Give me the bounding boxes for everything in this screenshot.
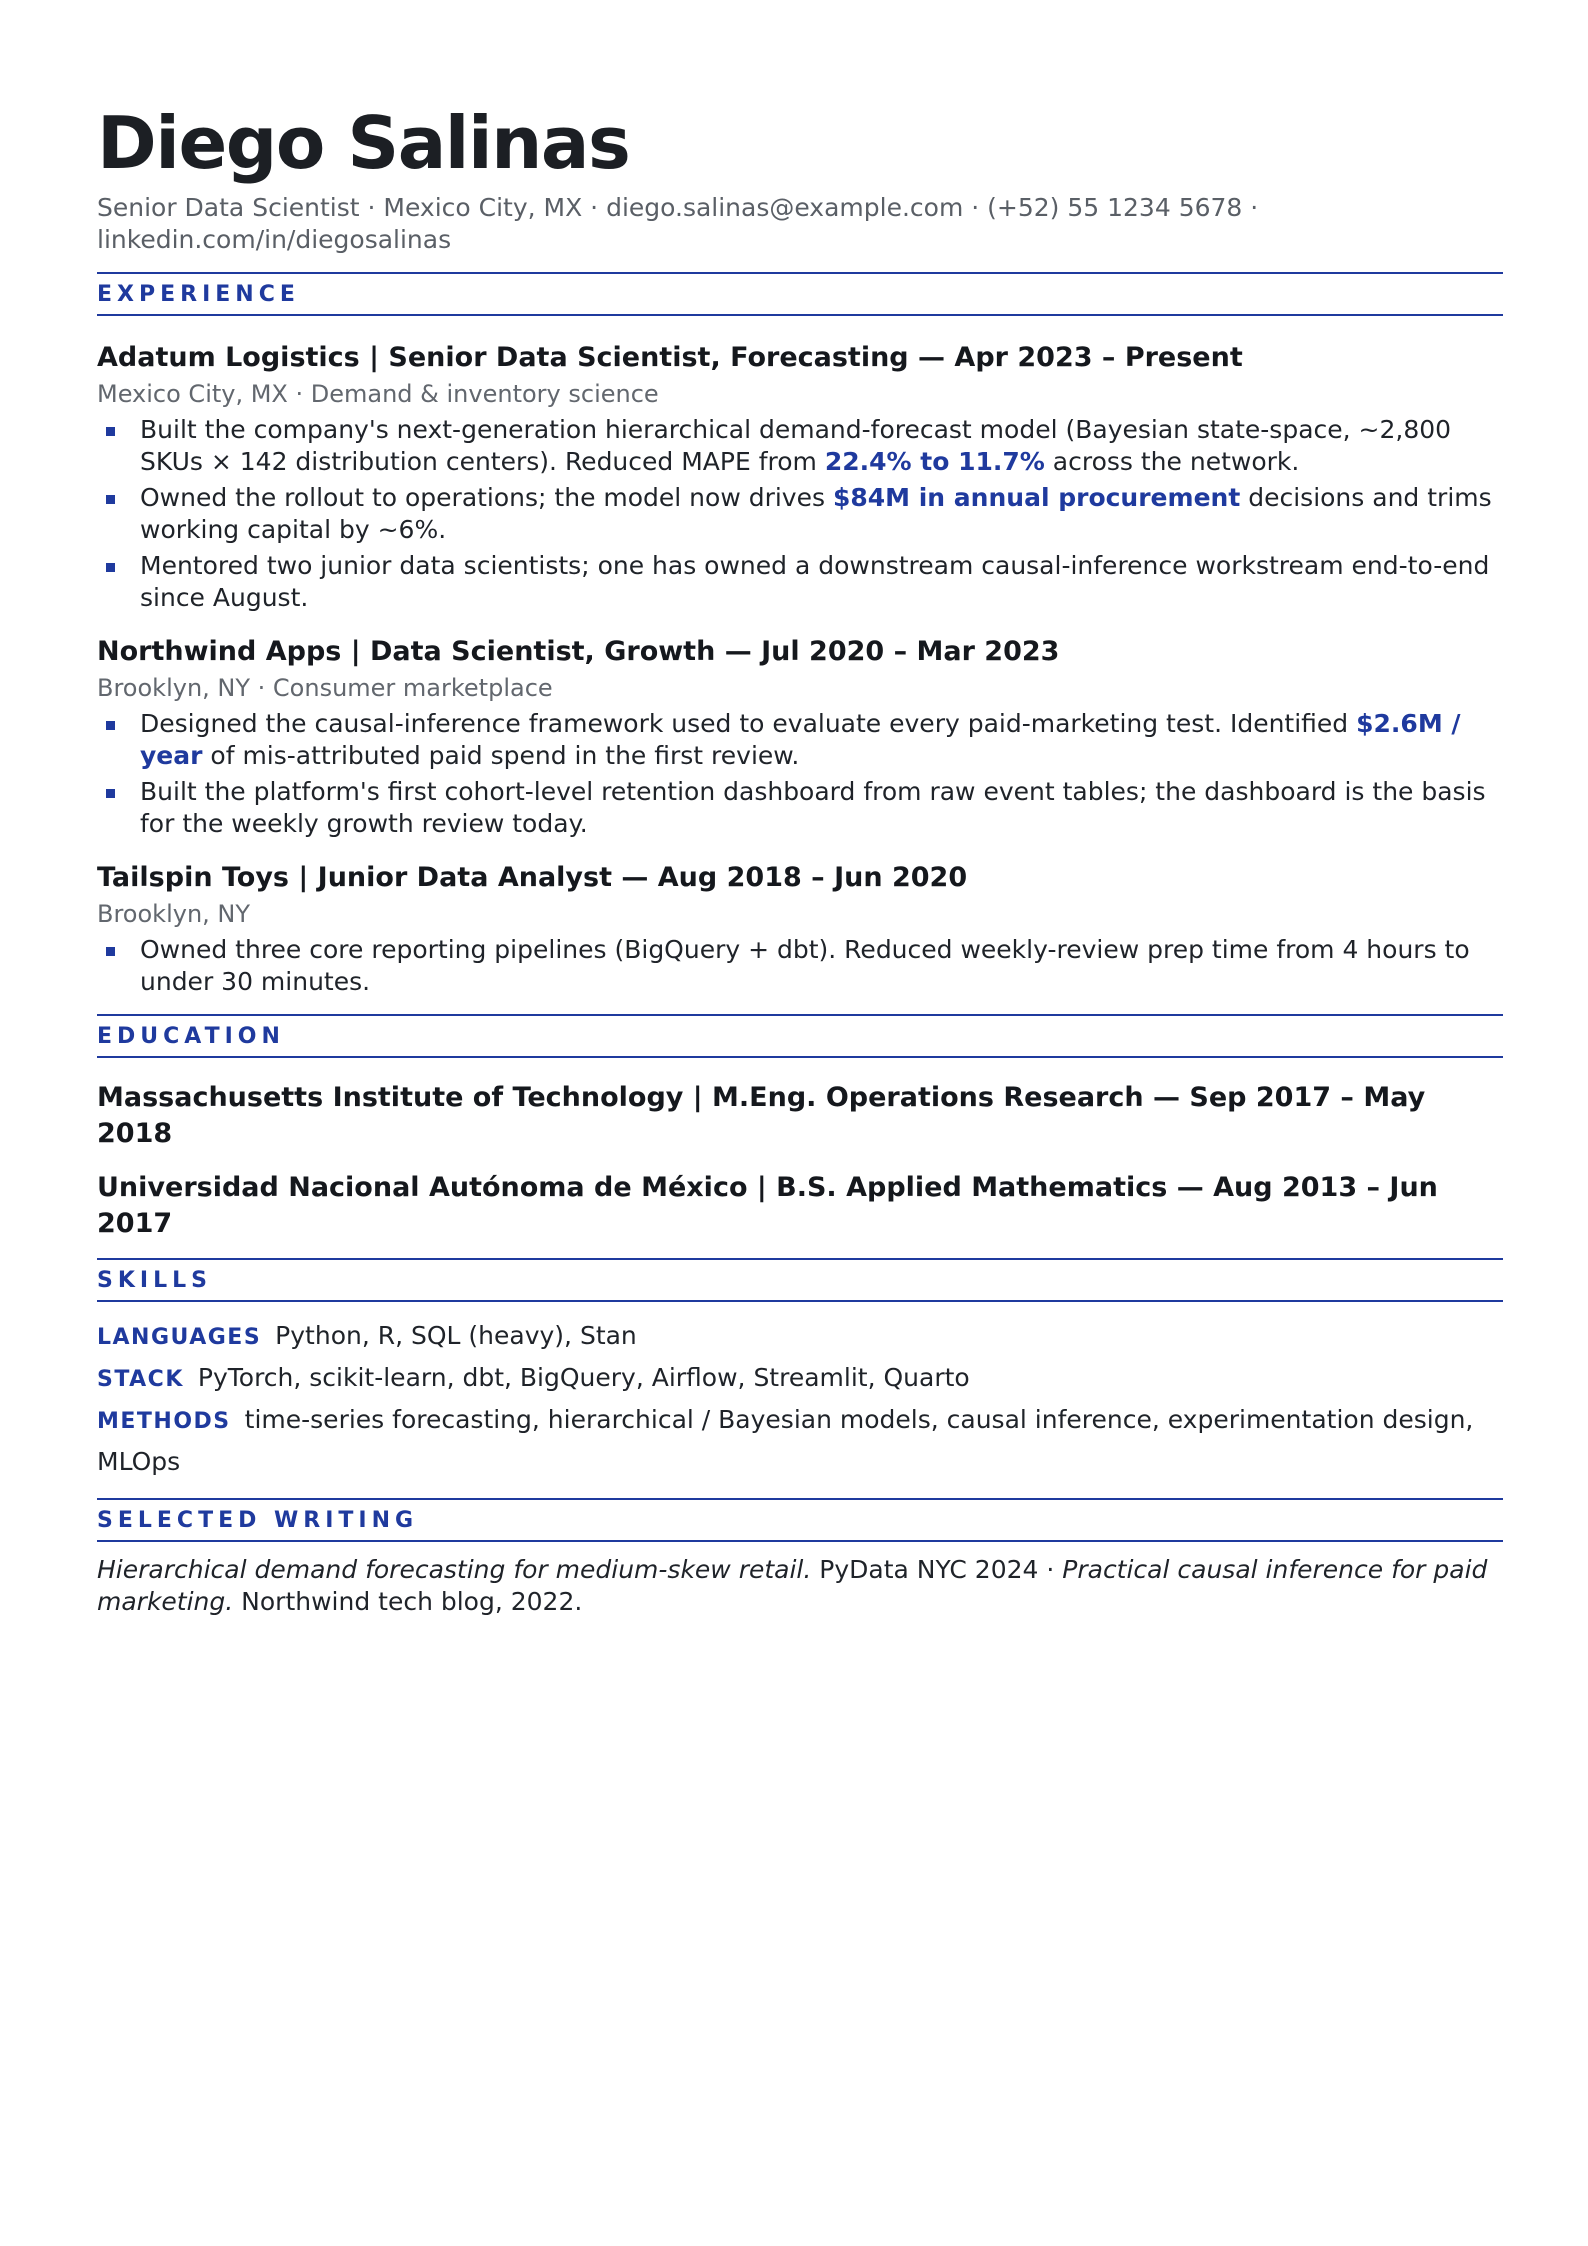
skill-value: time-series forecasting, hierarchical / Bayesian models, causal inference, experimentation design, MLOps bbox=[97, 1405, 1474, 1476]
skill-label: METHODS bbox=[97, 1409, 231, 1434]
job-title: Adatum Logistics | Senior Data Scientist, Forecasting — Apr 2023 – Present bbox=[97, 342, 1243, 373]
skills-section-header bbox=[97, 1258, 1503, 1302]
job-bullets bbox=[97, 414, 1503, 614]
skills-list bbox=[97, 1316, 1503, 1482]
bullet-item bbox=[97, 776, 1503, 840]
writing-title: Practical causal inference for paid marketing. bbox=[97, 1555, 1488, 1616]
contact-line-2: linkedin.com/in/diegosalinas bbox=[97, 225, 452, 254]
experience-heading: EXPERIENCE bbox=[97, 281, 300, 307]
job-subtitle: Mexico City, MX · Demand & inventory science bbox=[97, 380, 659, 408]
job-entry bbox=[97, 860, 1503, 998]
skills-heading: SKILLS bbox=[97, 1267, 212, 1293]
bullet-highlight: $84M in annual procurement bbox=[832, 483, 1241, 512]
skill-row bbox=[97, 1316, 1503, 1358]
bullet-text: Owned the rollout to operations; the model now drives bbox=[140, 483, 833, 512]
resume-content bbox=[97, 100, 1503, 1618]
bullet-text: Owned three core reporting pipelines (BigQuery + dbt). Reduced weekly-review prep time from 4 hours to under 30 minutes. bbox=[140, 935, 1470, 996]
job-subtitle: Brooklyn, NY · Consumer marketplace bbox=[97, 674, 553, 702]
candidate-name: Diego Salinas bbox=[97, 101, 630, 185]
education-heading: EDUCATION bbox=[97, 1023, 285, 1049]
skill-value: Python, R, SQL (heavy), Stan bbox=[275, 1321, 637, 1350]
job-title: Tailspin Toys | Junior Data Analyst — Aug 2018 – Jun 2020 bbox=[97, 862, 968, 893]
skill-label: LANGUAGES bbox=[97, 1325, 262, 1350]
bullet-item bbox=[97, 414, 1503, 478]
job-entry bbox=[97, 634, 1503, 840]
experience-section-header bbox=[97, 272, 1503, 316]
bullet-text: Built the platform's first cohort-level retention dashboard from raw event tables; the dashboard is the basis for the weekly growth review today. bbox=[140, 777, 1486, 838]
bullet-highlight: 22.4% to 11.7% bbox=[824, 447, 1045, 476]
skill-label: STACK bbox=[97, 1367, 184, 1392]
writing-heading: SELECTED WRITING bbox=[97, 1507, 419, 1533]
bullet-text: Mentored two junior data scientists; one has owned a downstream causal-inference workstream end-to-end since August. bbox=[140, 551, 1490, 612]
job-bullets bbox=[97, 708, 1503, 840]
bullet-item bbox=[97, 550, 1503, 614]
bullet-text-end: across the network. bbox=[1044, 447, 1300, 476]
bullet-text: Designed the causal-inference framework used to evaluate every paid-marketing test. Identified bbox=[140, 709, 1357, 738]
writing-section-header bbox=[97, 1498, 1503, 1542]
writing-list bbox=[97, 1554, 1503, 1618]
contact-line-1: Senior Data Scientist · Mexico City, MX · diego.salinas@example.com · (+52) 55 1234 5678 · bbox=[97, 193, 1259, 222]
skill-row bbox=[97, 1400, 1503, 1482]
job-bullets bbox=[97, 934, 1503, 998]
skill-row bbox=[97, 1358, 1503, 1400]
bullet-text: Built the company's next-generation hierarchical demand-forecast model (Bayesian state-space, ~2,800 SKUs × 142 distribution centers). Reduced MAPE from bbox=[140, 415, 1452, 476]
writing-venue: PyData NYC 2024 · bbox=[811, 1555, 1063, 1584]
education-section-header bbox=[97, 1014, 1503, 1058]
education-entry: Universidad Nacional Autónoma de México | B.S. Applied Mathematics — Aug 2013 – Jun 2017 bbox=[97, 1172, 1438, 1239]
job-subtitle: Brooklyn, NY bbox=[97, 900, 251, 928]
writing-title: Hierarchical demand forecasting for medium-skew retail. bbox=[97, 1555, 812, 1584]
bullet-item bbox=[97, 708, 1503, 772]
bullet-highlight: $2.6M / year bbox=[140, 709, 1461, 770]
education-entry: Massachusetts Institute of Technology | M.Eng. Operations Research — Sep 2017 – May 2018 bbox=[97, 1082, 1426, 1149]
bullet-text-end: decisions and trims working capital by ~6%. bbox=[140, 483, 1492, 544]
bullet-item bbox=[97, 934, 1503, 998]
contact-info bbox=[97, 192, 1503, 256]
job-entry bbox=[97, 340, 1503, 614]
job-title: Northwind Apps | Data Scientist, Growth — Jul 2020 – Mar 2023 bbox=[97, 636, 1060, 667]
bullet-text-end: of mis-attributed paid spend in the first review. bbox=[202, 741, 800, 770]
bullet-item bbox=[97, 482, 1503, 546]
skill-value: PyTorch, scikit-learn, dbt, BigQuery, Airflow, Streamlit, Quarto bbox=[197, 1363, 970, 1392]
writing-venue: Northwind tech blog, 2022. bbox=[233, 1587, 583, 1616]
